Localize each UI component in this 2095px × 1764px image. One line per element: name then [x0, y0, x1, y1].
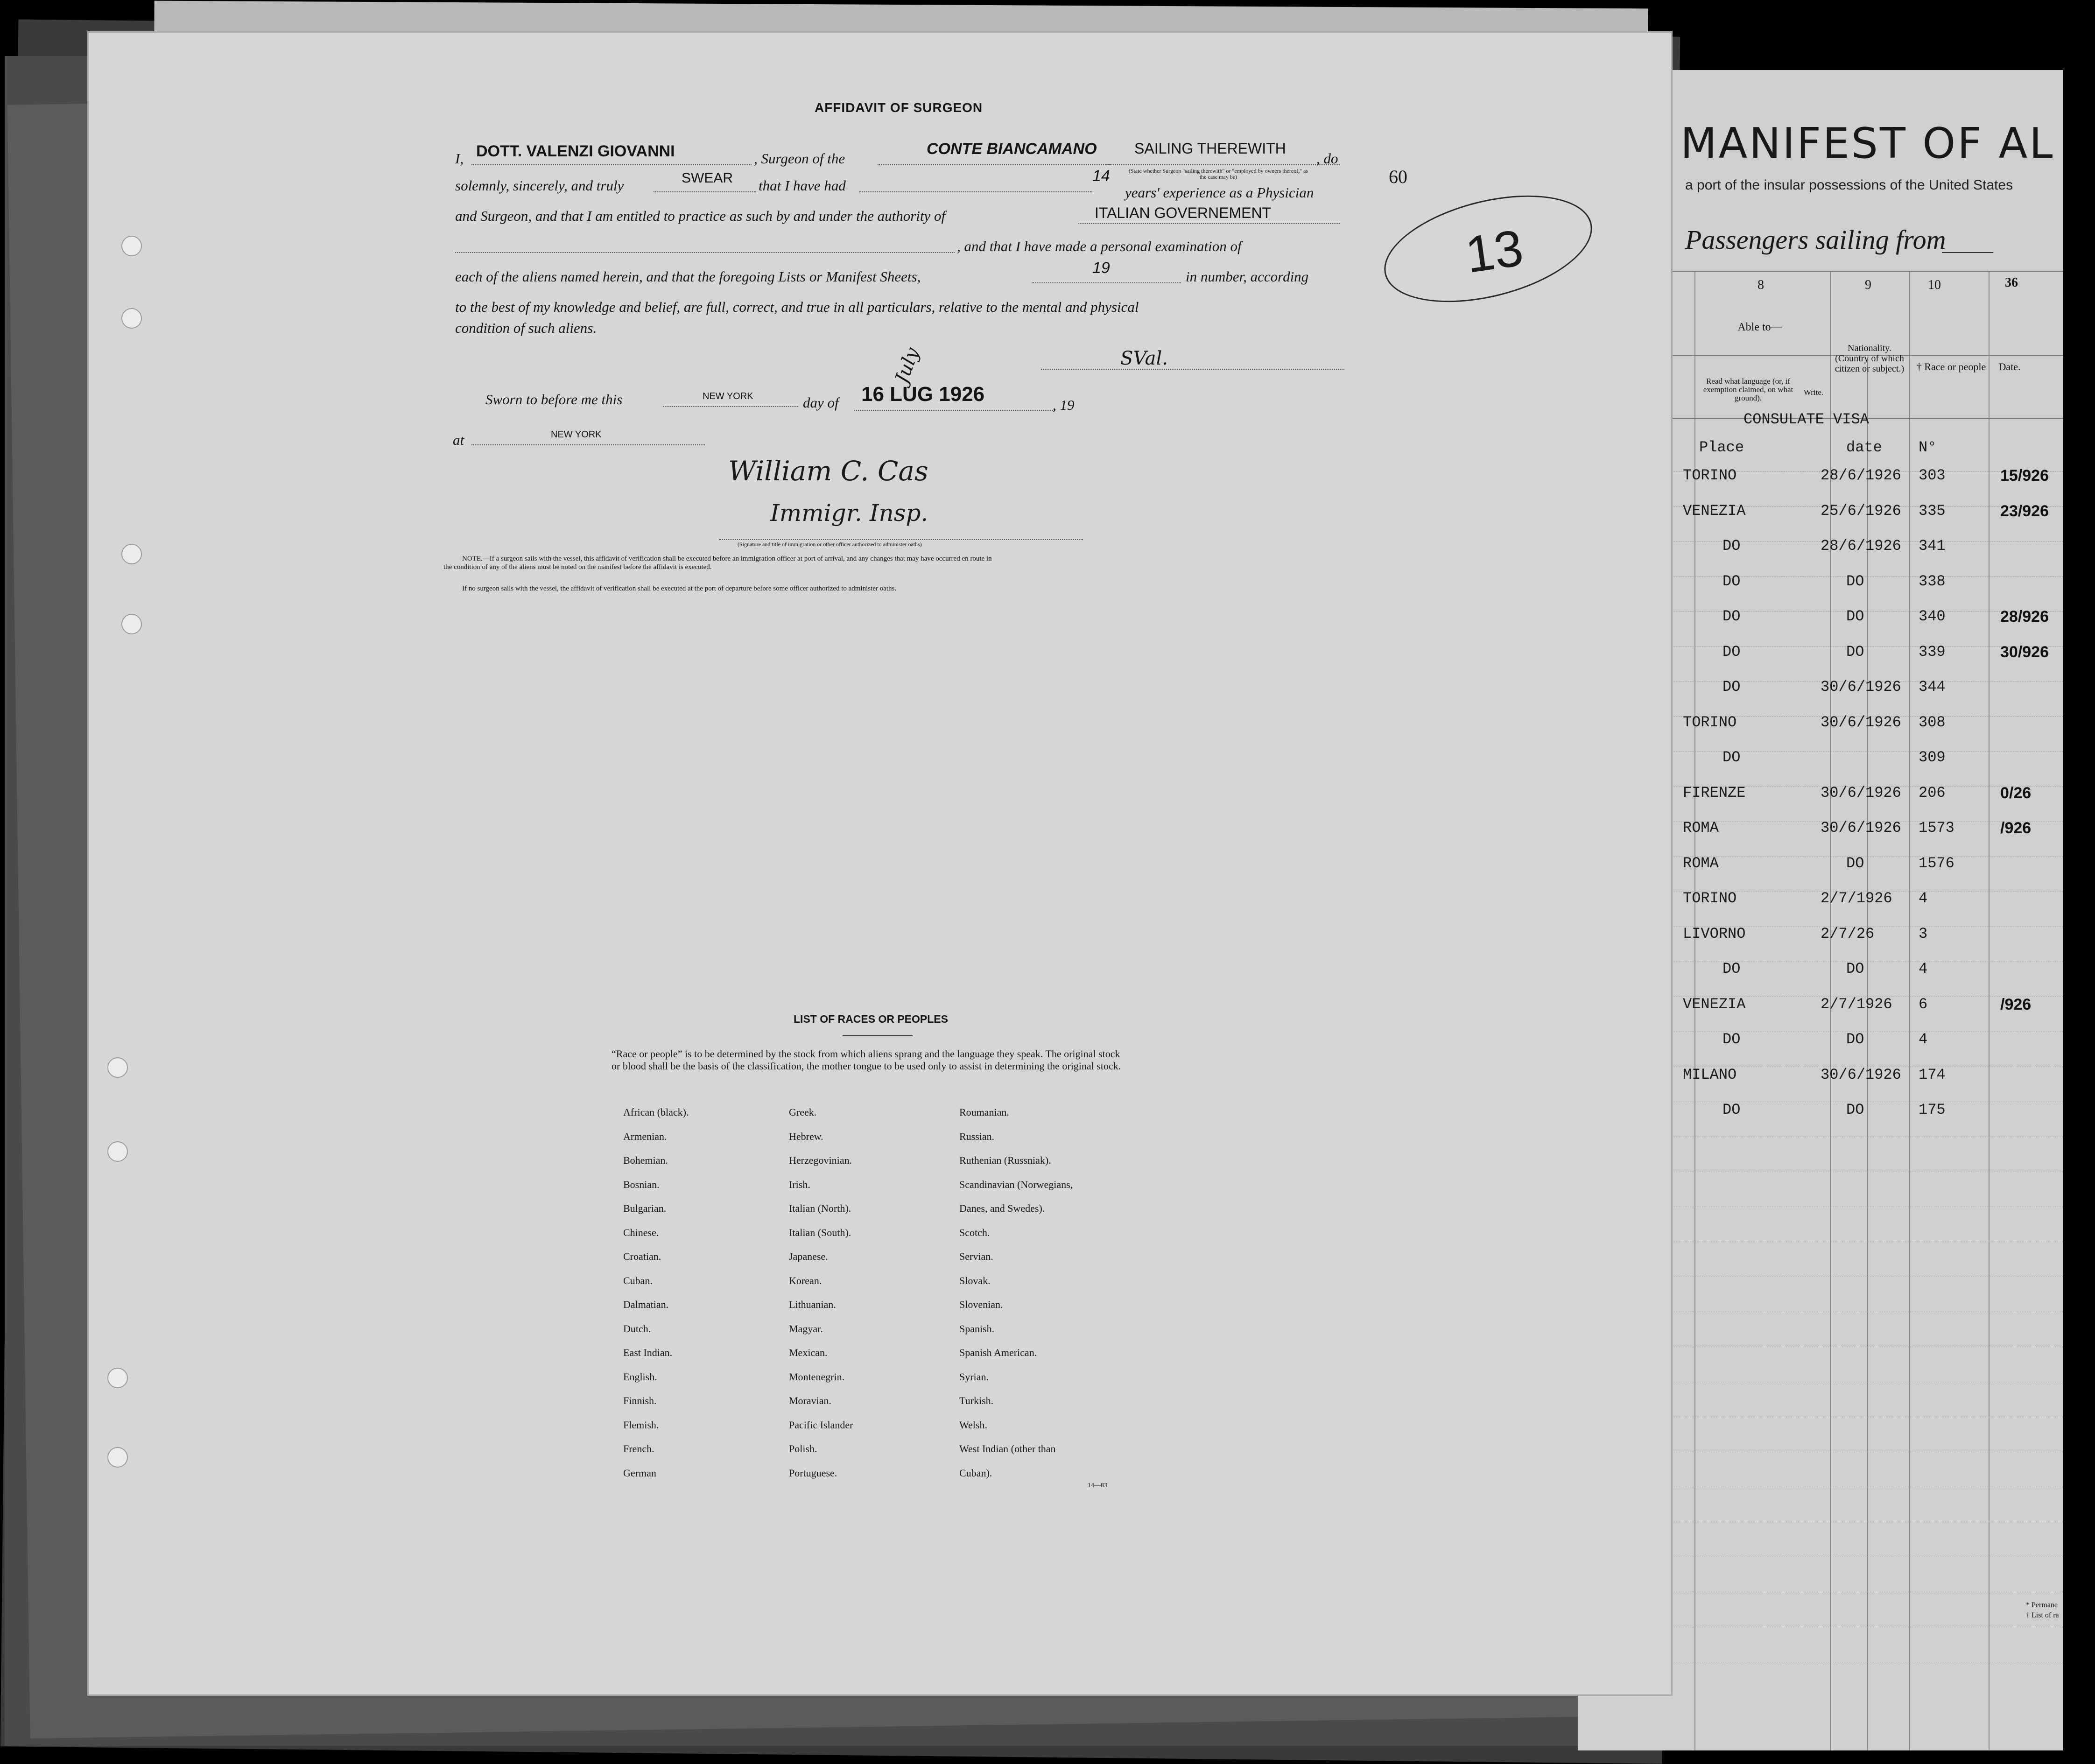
visa-date-header: date	[1846, 439, 1882, 456]
race-entry: Irish.	[789, 1178, 810, 1190]
race-entry: Finnish.	[623, 1395, 657, 1406]
officer-signature: William C. Cas	[728, 455, 928, 487]
visa-place-header: Place	[1699, 439, 1744, 456]
state-note: (State whether Surgeon "sailing therewith" or "employed by owners thereof," as the case may be)	[1128, 168, 1308, 180]
visa-date-cell: DO	[1846, 643, 1864, 661]
race-entry: Korean.	[789, 1274, 822, 1286]
consulate-visa-header: CONSULATE VISA	[1743, 411, 1869, 428]
visa-number-cell: 339	[1919, 643, 1946, 661]
date-header: Date.	[1998, 361, 2021, 372]
race-entry: Cuban).	[959, 1467, 992, 1479]
column-rule	[1867, 359, 1868, 1750]
visa-date-cell: DO	[1846, 1031, 1864, 1048]
nationality-header: Nationality. (Country of which citizen or subject.)	[1835, 343, 1905, 374]
column-rule	[1989, 271, 1990, 1750]
visa-number-cell: 4	[1919, 890, 1928, 907]
manifest-subtitle: a port of the insular possessions of the United States	[1685, 177, 2013, 193]
visa-number-cell: 303	[1919, 467, 1946, 484]
column-rule	[1909, 271, 1910, 1750]
sailing-from-line	[1942, 252, 1993, 253]
visa-number-cell: 206	[1919, 784, 1946, 801]
manifest-sailing-from: Passengers sailing from	[1685, 225, 1946, 255]
race-entry: Herzegovinian.	[789, 1154, 852, 1166]
visa-date-cell: 2/7/26	[1821, 925, 1875, 942]
race-entry: Bohemian.	[623, 1154, 668, 1166]
fill-line	[854, 410, 1055, 411]
binder-hole	[121, 236, 142, 256]
manifest-footnote: * Permane	[2026, 1601, 2058, 1609]
visa-date-cell: 30/6/1926	[1821, 819, 1901, 836]
visa-number-cell: 174	[1919, 1066, 1946, 1083]
race-entry: Scotch.	[959, 1226, 990, 1238]
note-line: NOTE.—If a surgeon sails with the vessel, this affidavit of verification shall be executed before an immigration officer at port of arrival, and any changes that may have occurred en route in	[462, 555, 992, 562]
race-entry: Roumanian.	[959, 1106, 1009, 1118]
note-line: If no surgeon sails with the vessel, the affidavit of verification shall be executed at the port of departure before some officer authorized to administer oaths.	[462, 585, 897, 592]
race-entry: Slovak.	[959, 1274, 991, 1286]
race-entry: French.	[623, 1443, 654, 1455]
race-entry: Turkish.	[959, 1395, 994, 1406]
margin-number: 60	[1389, 166, 1407, 187]
at-label: at	[453, 432, 464, 448]
visa-place-cell: LIVORNO	[1683, 925, 1746, 942]
races-intro: “Race or people” is to be determined by the stock from which aliens sprang and the language they speak. The original stock or blood shall be the basis of the classification, the mother tongue to be used only to assist in determining the original stock.	[612, 1048, 1121, 1072]
date-cell: 0/26	[2000, 784, 2032, 802]
visa-date-cell: 30/6/1926	[1821, 784, 1901, 801]
date-cell: /926	[2000, 819, 2032, 837]
line1-suffix: , do	[1316, 150, 1338, 167]
visa-number-cell: 1573	[1919, 819, 1954, 836]
fill-line	[1106, 164, 1340, 165]
race-entry: Lithuanian.	[789, 1299, 836, 1310]
race-entry: Ruthenian (Russniak).	[959, 1154, 1051, 1166]
visa-number-cell: 335	[1919, 502, 1946, 520]
race-entry: German	[623, 1467, 656, 1479]
race-entry: Syrian.	[959, 1370, 989, 1383]
visa-place-cell: TORINO	[1683, 890, 1737, 907]
race-header: † Race or people	[1916, 361, 1986, 372]
line4: , and that I have made a personal examination of	[957, 238, 1242, 254]
date-cell: 28/926	[2000, 608, 2049, 625]
visa-number-cell: 344	[1919, 678, 1946, 696]
races-title: LIST OF RACES OR PEOPLES	[794, 1013, 948, 1025]
binder-hole	[107, 1447, 128, 1468]
visa-place-cell: TORINO	[1683, 713, 1737, 731]
visa-place-cell: TORINO	[1683, 467, 1737, 484]
authority: ITALIAN GOVERNEMENT	[1095, 204, 1272, 221]
visa-date-cell: DO	[1846, 960, 1864, 977]
visa-place-cell: DO	[1722, 960, 1741, 977]
binder-hole	[107, 1141, 128, 1162]
race-entry: Cuban.	[623, 1274, 653, 1286]
race-entry: Dutch.	[623, 1322, 651, 1335]
line5-prefix: each of the aliens named herein, and that the foregoing Lists or Manifest Sheets,	[455, 268, 921, 285]
date-cell: 30/926	[2000, 643, 2049, 661]
column-number: 36	[2005, 275, 2018, 290]
visa-date-cell: 2/7/1926	[1821, 995, 1892, 1013]
at-place: NEW YORK	[551, 429, 602, 440]
line2-suffix: years' experience as a Physician	[1125, 184, 1314, 201]
visa-number-cell: 340	[1919, 608, 1946, 625]
sworn-suffix: , 19	[1053, 397, 1075, 413]
race-entry: Russian.	[959, 1130, 995, 1142]
officer-title: Immigr. Insp.	[770, 499, 928, 527]
signature-line	[1041, 369, 1344, 370]
race-entry: Bulgarian.	[623, 1202, 667, 1214]
visa-date-cell: DO	[1846, 572, 1864, 590]
race-entry: Pacific Islander	[789, 1419, 853, 1431]
visa-place-cell: VENEZIA	[1683, 995, 1746, 1013]
date-cell: 23/926	[2000, 502, 2049, 520]
race-entry: Hebrew.	[789, 1130, 823, 1142]
race-entry: Danes, and Swedes).	[959, 1202, 1045, 1214]
visa-number-cell: 3	[1919, 925, 1928, 942]
fill-line	[859, 191, 1092, 192]
visa-number-cell: 341	[1919, 537, 1946, 555]
able-to-header: Able to—	[1737, 321, 1782, 333]
binder-hole	[107, 1057, 128, 1078]
visa-date-cell: DO	[1846, 608, 1864, 625]
race-entry: Armenian.	[623, 1130, 667, 1142]
visa-number-cell: 309	[1919, 749, 1946, 766]
race-entry: Welsh.	[959, 1419, 987, 1431]
fill-line	[663, 406, 798, 407]
signature-caption: (Signature and title of immigration or other officer authorized to administer oaths)	[738, 541, 922, 548]
fill-line	[471, 164, 752, 165]
race-entry: Portuguese.	[789, 1467, 837, 1479]
visa-place-cell: ROMA	[1683, 819, 1719, 836]
visa-place-cell: FIRENZE	[1683, 784, 1746, 801]
race-entry: West Indian (other than	[959, 1443, 1056, 1455]
visa-place-cell: MILANO	[1683, 1066, 1737, 1083]
fill-line	[471, 444, 705, 445]
column-number: 10	[1928, 278, 1941, 292]
visa-number-cell: 1576	[1919, 854, 1954, 872]
visa-date-cell: 30/6/1926	[1821, 713, 1901, 731]
binder-hole	[121, 544, 142, 564]
line6: to the best of my knowledge and belief, are full, correct, and true in all particulars, relative to the mental and physical	[455, 299, 1139, 315]
race-entry: African (black).	[623, 1106, 689, 1118]
visa-number-cell: 4	[1919, 1031, 1928, 1048]
race-entry: Dalmatian.	[623, 1299, 669, 1310]
manifest-title: MANIFEST OF AL	[1680, 119, 2055, 168]
visa-date-cell: DO	[1846, 1101, 1864, 1118]
form-code: 14—83	[1088, 1482, 1107, 1489]
handwritten-month: July	[891, 344, 924, 387]
race-entry: Scandinavian (Norwegians,	[959, 1178, 1073, 1190]
race-entry: Moravian.	[789, 1395, 832, 1406]
race-entry: Japanese.	[789, 1251, 828, 1262]
sailing-status: SAILING THEREWITH	[1134, 140, 1286, 157]
sheet-count: 19	[1092, 259, 1110, 277]
manifest-footnote: † List of ra	[2026, 1611, 2059, 1619]
race-entry: Flemish.	[623, 1419, 659, 1431]
surgeon-signature: SVal.	[1120, 348, 1168, 369]
visa-place-cell: VENEZIA	[1683, 502, 1746, 520]
note-line: the condition of any of the aliens must be noted on the manifest before the affidavit is executed.	[443, 563, 712, 571]
race-entry: East Indian.	[623, 1347, 673, 1358]
race-entry: English.	[623, 1370, 657, 1383]
line2-mid: that I have had	[759, 177, 846, 194]
race-entry: Magyar.	[789, 1322, 823, 1335]
years-experience: 14	[1092, 167, 1110, 185]
race-entry: Servian.	[959, 1251, 993, 1262]
race-entry: Slovenian.	[959, 1299, 1003, 1310]
date-cell: /926	[2000, 995, 2032, 1013]
race-entry: Croatian.	[623, 1251, 661, 1262]
visa-number-cell: 4	[1919, 960, 1928, 977]
visa-place-cell: ROMA	[1683, 854, 1719, 872]
race-entry: Bosnian.	[623, 1178, 660, 1190]
race-entry: Chinese.	[623, 1226, 659, 1238]
race-entry: Montenegrin.	[789, 1370, 845, 1383]
column-number: 8	[1758, 278, 1764, 292]
visa-number-cell: 308	[1919, 713, 1946, 731]
visa-number-cell: 338	[1919, 572, 1946, 590]
read-header: Read what language (or, if exemption claimed, on what ground).	[1703, 377, 1793, 402]
handwritten-mark: 13	[1462, 219, 1527, 284]
visa-date-cell: 28/6/1926	[1821, 537, 1901, 555]
date-stamp: 16 LUG 1926	[861, 383, 985, 406]
race-entry: Italian (South).	[789, 1226, 851, 1238]
visa-number-cell: 175	[1919, 1101, 1946, 1118]
line1-prefix: I,	[455, 150, 464, 167]
visa-date-cell: 25/6/1926	[1821, 502, 1901, 520]
visa-place-cell: DO	[1722, 572, 1741, 590]
line3-prefix: and Surgeon, and that I am entitled to practice as such by and under the authority of	[455, 208, 946, 224]
visa-place-cell: DO	[1722, 643, 1741, 661]
visa-number-cell: 6	[1919, 995, 1928, 1013]
write-header: Write.	[1803, 388, 1824, 397]
fill-line	[654, 191, 756, 192]
signature-line	[719, 539, 1083, 540]
fill-line	[1078, 223, 1340, 224]
binder-hole	[121, 308, 142, 329]
surgeon-name: DOTT. VALENZI GIOVANNI	[476, 142, 675, 160]
visa-place-cell: DO	[1722, 749, 1741, 766]
fill-line	[1032, 282, 1181, 283]
race-entry: Spanish.	[959, 1322, 995, 1335]
visa-place-cell: DO	[1722, 1031, 1741, 1048]
race-entry: Spanish American.	[959, 1347, 1037, 1358]
sworn-place: NEW YORK	[703, 391, 753, 401]
visa-place-cell: DO	[1722, 1101, 1741, 1118]
visa-place-cell: DO	[1722, 608, 1741, 625]
fill-line	[455, 252, 955, 253]
race-entry: Italian (North).	[789, 1202, 851, 1214]
visa-date-cell: 28/6/1926	[1821, 467, 1901, 484]
line7: condition of such aliens.	[455, 320, 597, 336]
race-entry: Mexican.	[789, 1347, 828, 1358]
races-title-rule	[843, 1035, 913, 1036]
oath-type: SWEAR	[682, 170, 733, 186]
affidavit-title: AFFIDAVIT OF SURGEON	[815, 100, 983, 115]
column-number: 9	[1865, 278, 1871, 292]
ship-name: CONTE BIANCAMANO	[927, 140, 1097, 158]
sworn-prefix: Sworn to before me this	[485, 391, 623, 408]
visa-place-cell: DO	[1722, 537, 1741, 555]
date-cell: 15/926	[2000, 467, 2049, 485]
binder-hole	[121, 614, 142, 634]
binder-hole	[107, 1368, 128, 1388]
fill-line	[878, 164, 1111, 165]
line5-suffix: in number, according	[1186, 268, 1309, 285]
sworn-mid: day of	[803, 394, 839, 411]
visa-date-cell: DO	[1846, 854, 1864, 872]
visa-number-header: N°	[1919, 439, 1937, 456]
race-entry: Greek.	[789, 1106, 817, 1118]
line1-mid: , Surgeon of the	[754, 150, 845, 167]
visa-place-cell: DO	[1722, 678, 1741, 696]
visa-date-cell: 30/6/1926	[1821, 1066, 1901, 1083]
line2-prefix: solemnly, sincerely, and truly	[455, 177, 624, 194]
race-entry: Polish.	[789, 1443, 817, 1455]
visa-date-cell: 30/6/1926	[1821, 678, 1901, 696]
visa-date-cell: 2/7/1926	[1821, 890, 1892, 907]
